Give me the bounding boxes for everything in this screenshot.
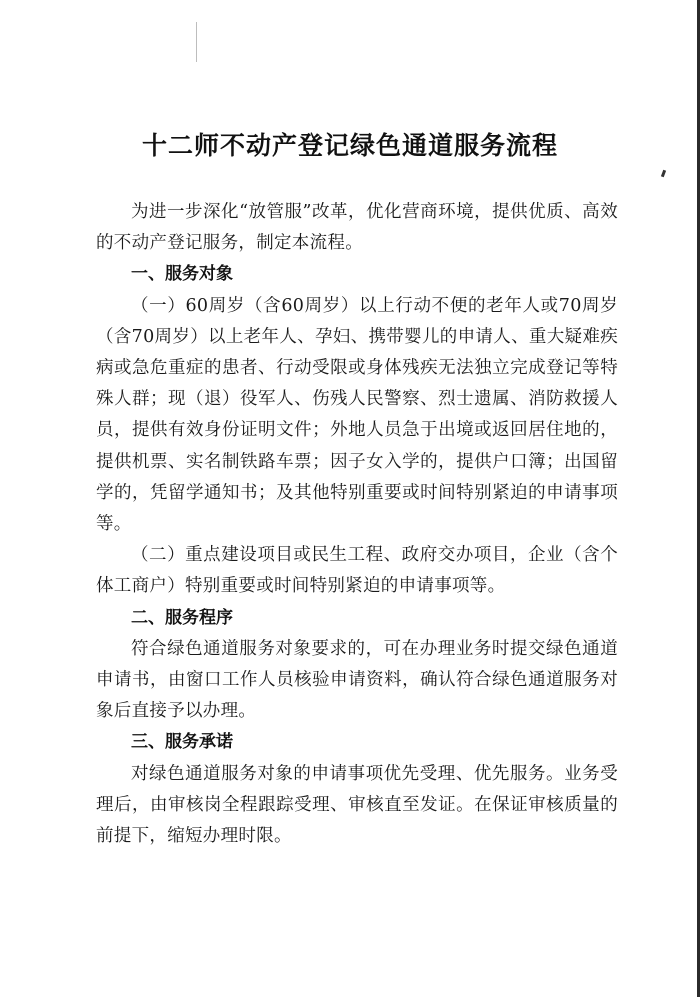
document-title: 十二师不动产登记绿色通道服务流程 — [141, 131, 558, 160]
scan-artifact-mark — [661, 170, 666, 178]
section-2-paragraph-1: 符合绿色通道服务对象要求的，可在办理业务时提交绿色通道申请书，由窗口工作人员核验申请资料，确认符合绿色通道服务对象后直接予以办理。 — [96, 638, 618, 722]
intro-paragraph: 为进一步深化“放管服”改革，优化营商环境，提供优质、高效的不动产登记服务，制定本流程。 — [96, 202, 618, 254]
section-1-paragraph-2: （二）重点建设项目或民生工程、政府交办项目，企业（含个体工商户）特别重要或时间特别紧迫的申请事项等。 — [96, 545, 618, 597]
scan-artifact-line — [196, 22, 197, 62]
section-1-paragraph-1: （一）60周岁（含60周岁）以上行动不便的老年人或70周岁（含70周岁）以上老年人、孕妇、携带婴儿的申请人、重大疑难疾病或急危重症的患者、行动受限或身体残疾无法独立完成登记等特殊人群；现（退）役军人、伤残人民警察、烈士遗属、消防救援人员，提供有效身份证明文件；外地人员急于出境或返回居住地的，提供机票、实名制铁路车票；因子女入学的，提供户口簿；出国留学的，凭留学通知书；及其他特别重要或时间特别紧迫的申请事项等。 — [96, 295, 618, 535]
section-heading-service-commitment: 三、服务承诺 — [131, 732, 233, 753]
section-heading-service-procedure: 二、服务程序 — [131, 607, 233, 628]
document-body — [96, 197, 618, 852]
section-3-paragraph-1: 对绿色通道服务对象的申请事项优先受理、优先服务。业务受理后，由审核岗全程跟踪受理、审核直至发证。在保证审核质量的前提下，缩短办理时限。 — [96, 763, 618, 847]
section-heading-service-targets: 一、服务对象 — [131, 264, 233, 285]
